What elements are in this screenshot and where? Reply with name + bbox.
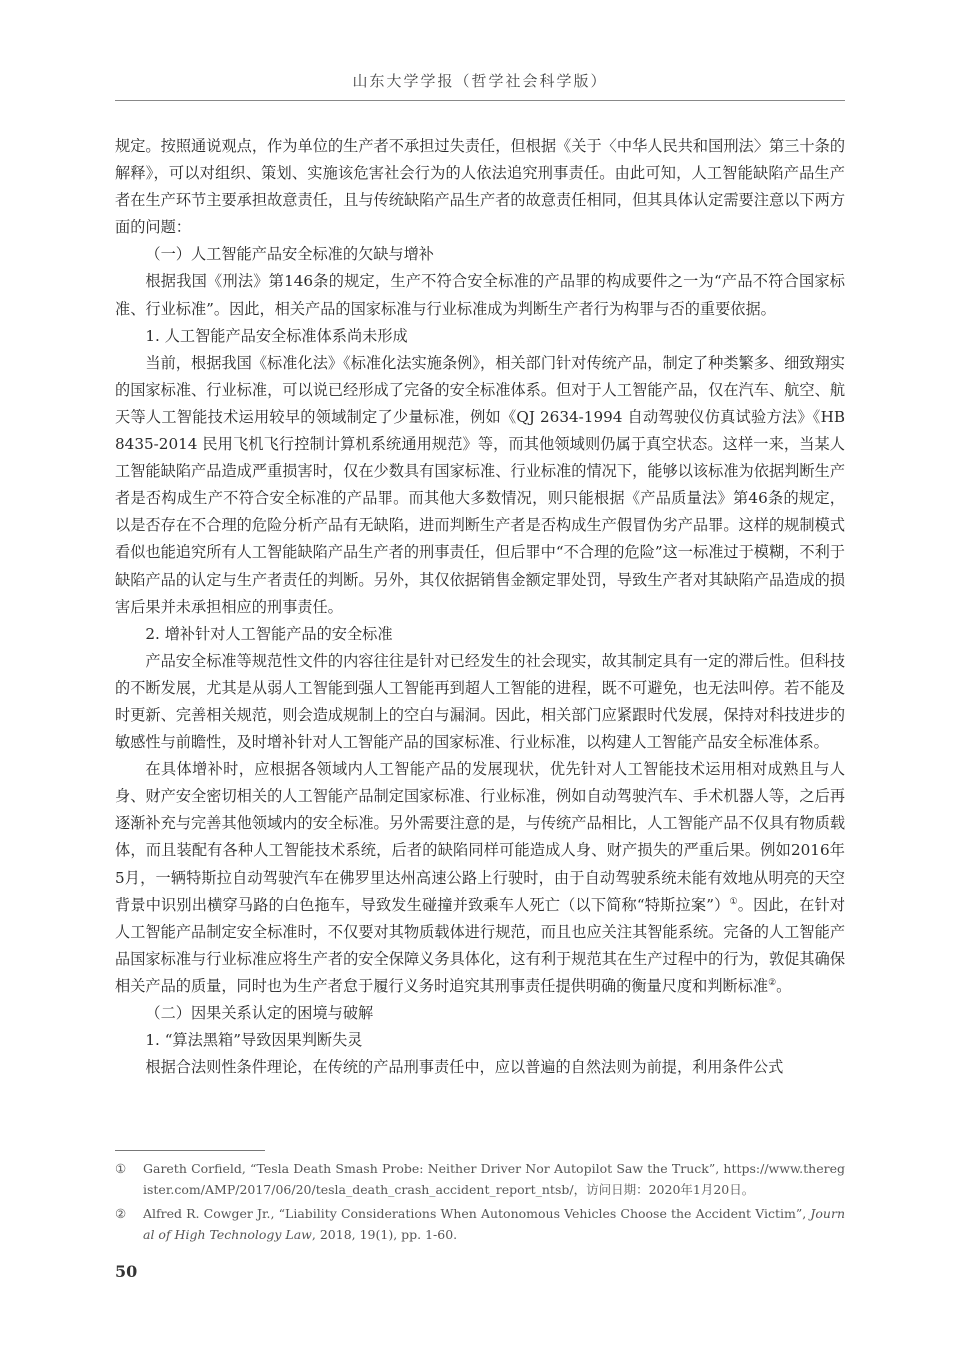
page-number: 50 [115, 1262, 138, 1281]
paragraph: 根据我国《刑法》第146条的规定，生产不符合安全标准的产品罪的构成要件之一为“产品不符合国家标准、行业标准”。因此，相关产品的国家标准与行业标准成为判断生产者行为构罪与否的重要依据。 [115, 272, 845, 318]
paragraph [115, 756, 845, 1000]
footnote-ref[interactable]: ② [768, 977, 777, 988]
paragraph: 规定。按照通说观点，作为单位的生产者不承担过失责任，但根据《关于〈中华人民共和国刑法〉第三十条的解释》，可以对组织、策划、实施该危害社会行为的人依法追究刑事责任。由此可知，人工智能缺陷产品生产者在生产环节主要承担故意责任，且与传统缺陷产品生产者的故意责任相同，但其具体认定需要注意以下两方面的问题： [115, 137, 845, 237]
footnote-mark: ① [115, 1161, 127, 1176]
paragraph-part: 。 [776, 976, 792, 995]
paragraph-part: 在具体增补时，应根据各领域内人工智能产品的发展现状，优先针对人工智能技术运用相对成熟且与人身、财产安全密切相关的人工智能产品制定国家标准、行业标准，例如自动驾驶汽车、手术机器人等，之后再逐渐补充与完善其他领域内的安全标准。另外需要注意的是，与传统产品相比，人工智能产品不仅具有物质载体，而且装配有各种人工智能技术系统，后者的缺陷同样可能造成人身、财产损失的严重后果。例如2016年5月，一辆特斯拉自动驾驶汽车在佛罗里达州高速公路上行驶时，由于自动驾驶系统未能有效地从明亮的天空背景中识别出横穿马路的白色拖车，导致发生碰撞并致乘车人死亡（以下简称“特斯拉案”） [115, 760, 845, 914]
header-rule [115, 100, 845, 101]
subsection-heading: 1. “算法黑箱”导致因果判断失灵 [145, 1031, 363, 1050]
footnote-text-part: , 2018, 19(1), pp. 1-60. [311, 1227, 458, 1242]
subsection-heading: 1. 人工智能产品安全标准体系尚未形成 [145, 326, 408, 345]
footnote-rule [115, 1150, 265, 1151]
journal-title: Journal of High Technology Law [143, 1206, 845, 1242]
footnote [115, 1203, 845, 1245]
footnote-text-part: Alfred R. Cowger Jr., “Liability Considerations When Autonomous Vehicles Choose the Accident Victim”, [143, 1206, 811, 1221]
paragraph: 产品安全标准等规范性文件的内容往往是针对已经发生的社会现实，故其制定具有一定的滞后性。但科技的不断发展，尤其是从弱人工智能到强人工智能再到超人工智能的进程，既不可避免，也无法叫停。若不能及时更新、完善相关规范，则会造成规制上的空白与漏洞。因此，相关部门应紧跟时代发展，保持对科技进步的敏感性与前瞻性，及时增补针对人工智能产品的国家标准、行业标准，以构建人工智能产品安全标准体系。 [115, 651, 845, 752]
subsection-heading: 2. 增补针对人工智能产品的安全标准 [145, 624, 393, 643]
running-header: 山东大学学报（哲学社会科学版） [352, 72, 608, 90]
section-heading: （二）因果关系认定的困境与破解 [145, 1004, 374, 1022]
body-text [115, 133, 845, 1081]
footnote-ref[interactable]: ① [729, 896, 738, 907]
footnotes [115, 1158, 845, 1248]
section-heading: （一）人工智能产品安全标准的欠缺与增补 [145, 245, 434, 264]
paragraph: 当前，根据我国《标准化法》《标准化法实施条例》，相关部门针对传统产品，制定了种类繁多、细致翔实的国家标准、行业标准，可以说已经形成了完备的安全标准体系。但对于人工智能产品，仅在汽车、航空、航天等人工智能技术运用较早的领域制定了少量标准，例如《QJ 2634-1994 自动驾驶仪仿真试验方法》《HB 8435-2014 民用飞机飞行控制计算机系统通用规范》等，而其他领域则仍属于真空状态。这样一来，当某人工智能缺陷产品造成严重损害时，仅在少数具有国家标准、行业标准的情况下，能够以该标准为依据判断生产者是否构成生产不符合安全标准的产品罪。而其他大多数情况，则只能根据《产品质量法》第46条的规定，以是否存在不合理的危险分析产品有无缺陷，进而判断生产者是否构成生产假冒伪劣产品罪。这样的规制模式看似也能追究所有人工智能缺陷产品生产者的刑事责任，但后罪中“不合理的危险”这一标准过于模糊，不利于缺陷产品的认定与生产者责任的判断。另外，其仅依据销售金额定罪处罚，导致生产者对其缺陷产品造成的损害后果并未承担相应的刑事责任。 [115, 353, 845, 616]
paragraph: 根据合法则性条件理论，在传统的产品刑事责任中，应以普遍的自然法则为前提，利用条件公式 [145, 1058, 784, 1077]
paragraph-part: 。因此，在针对人工智能产品制定安全标准时，不仅要对其物质载体进行规范，而且也应关注其智能系统。完备的人工智能产品国家标准与行业标准应将生产者的安全保障义务具体化，这有利于规范其在生产过程中的行为，敦促其确保相关产品的质量，同时也为生产者怠于履行义务时追究其刑事责任提供明确的衡量尺度和判断标准 [115, 895, 846, 995]
footnote-text: Gareth Corfield, “Tesla Death Smash Probe: Neither Driver Nor Autopilot Saw the Truck”, https://www.theregister.com/AMP/2017/06/20/tesla_death_crash_accident_report_ntsb/，访问日期：2020年1月20日。 [143, 1161, 845, 1197]
footnote [115, 1158, 845, 1200]
footnote-mark: ② [115, 1206, 127, 1221]
footnote-text [143, 1203, 845, 1245]
